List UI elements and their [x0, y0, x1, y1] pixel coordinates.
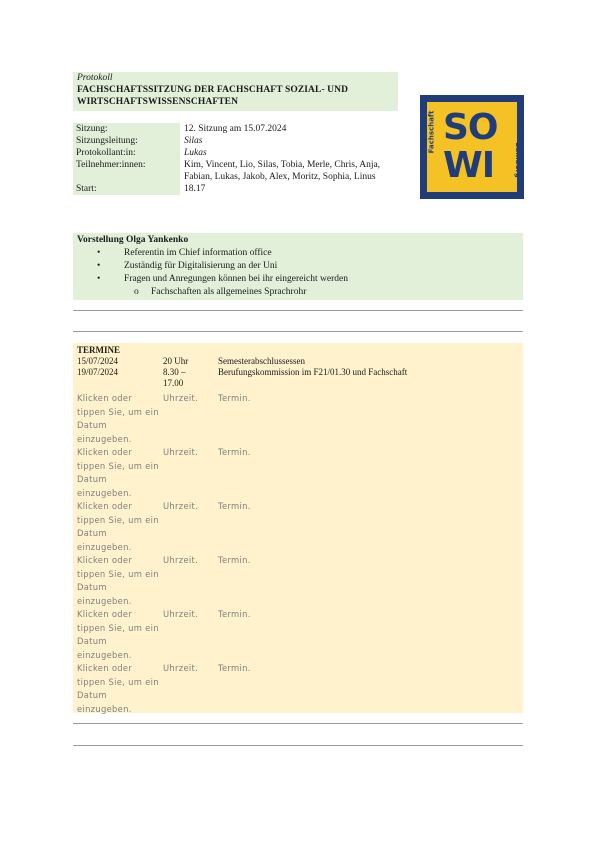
logo-letters-top: SO: [443, 107, 498, 148]
time-placeholder[interactable]: Uhrzeit.: [163, 393, 199, 403]
divider: [73, 331, 523, 332]
list-item: • Fragen und Anregungen können bei ihr eingereicht werden: [77, 273, 519, 286]
bullet-list: [77, 247, 519, 299]
meta-key: Teilnehmer:innen:: [73, 159, 180, 183]
list-item: • Referentin im Chief information office: [77, 247, 519, 260]
termin-row: [77, 367, 519, 389]
termine-title: TERMINE: [77, 345, 121, 355]
meeting-meta-table: [73, 123, 398, 195]
logo-side-left: Fachschaft: [427, 110, 436, 154]
meta-key: Protokollant:in:: [73, 147, 180, 159]
meta-value: 18.17: [184, 184, 206, 194]
time-placeholder[interactable]: Uhrzeit.: [163, 663, 199, 673]
protocol-label: Protokoll: [77, 73, 113, 83]
termin-time[interactable]: 20 Uhr: [163, 356, 189, 366]
placeholder-row: [77, 446, 519, 500]
section-olga: [73, 233, 523, 300]
placeholder-row: [77, 662, 519, 716]
placeholder-row: [77, 608, 519, 662]
event-placeholder[interactable]: Termin.: [218, 447, 251, 457]
termin-event[interactable]: Berufungskommission im F21/01.30 und Fachschaft: [218, 367, 408, 377]
meta-row-leitung: [73, 135, 398, 147]
meta-value: 12. Sitzung am 15.07.2024: [184, 124, 287, 134]
meta-row-start: [73, 183, 398, 195]
placeholder-row: [77, 500, 519, 554]
time-placeholder[interactable]: Uhrzeit.: [163, 501, 199, 511]
event-placeholder[interactable]: Termin.: [218, 663, 251, 673]
meta-value: Kim, Vincent, Lio, Silas, Tobia, Merle, Chris, Anja, Fabian, Lukas, Jakob, Alex, Moritz, Sophia, Linus: [184, 160, 381, 182]
protocol-title-line2: WIRTSCHAFTSWISSENSCHAFTEN: [77, 97, 239, 107]
meta-value: Lukas: [184, 148, 207, 158]
sowi-logo: [420, 95, 524, 199]
time-placeholder[interactable]: Uhrzeit.: [163, 609, 199, 619]
date-placeholder[interactable]: Klicken oder tippen Sie, um ein Datum einzugeben.: [77, 447, 159, 498]
logo-side-right: Bamberg: [513, 142, 522, 178]
termin-time[interactable]: 8.30 – 17.00: [163, 367, 186, 388]
divider: [73, 310, 523, 311]
time-placeholder[interactable]: Uhrzeit.: [163, 555, 199, 565]
meta-row-protokoll: [73, 147, 398, 159]
termin-event[interactable]: Semesterabschlussessen: [218, 356, 305, 366]
divider: [73, 745, 523, 746]
placeholder-row: [77, 554, 519, 608]
meta-key: Sitzungsleitung:: [73, 135, 180, 147]
event-placeholder[interactable]: Termin.: [218, 555, 251, 565]
meta-value: Silas: [184, 136, 203, 146]
divider: [73, 723, 523, 724]
date-placeholder[interactable]: Klicken oder tippen Sie, um ein Datum einzugeben.: [77, 393, 159, 444]
date-placeholder[interactable]: Klicken oder tippen Sie, um ein Datum einzugeben.: [77, 501, 159, 552]
logo-letters-bottom: WI: [443, 145, 495, 186]
section-heading: Vorstellung Olga Yankenko: [77, 235, 189, 245]
logo-background: [427, 102, 522, 192]
meta-row-teilnehmer: [73, 159, 398, 183]
date-placeholder[interactable]: Klicken oder tippen Sie, um ein Datum einzugeben.: [77, 609, 159, 660]
sub-list-item: o Fachschaften als allgemeines Sprachrohr: [77, 286, 519, 299]
date-placeholder[interactable]: Klicken oder tippen Sie, um ein Datum einzugeben.: [77, 555, 159, 606]
termin-row: [77, 356, 519, 367]
placeholder-row: [77, 392, 519, 446]
event-placeholder[interactable]: Termin.: [218, 501, 251, 511]
time-placeholder[interactable]: Uhrzeit.: [163, 447, 199, 457]
protocol-header: [73, 72, 398, 111]
date-placeholder[interactable]: Klicken oder tippen Sie, um ein Datum einzugeben.: [77, 663, 159, 714]
meta-key: Sitzung:: [73, 123, 180, 135]
list-item: • Zuständig für Digitalisierung an der Uni: [77, 260, 519, 273]
event-placeholder[interactable]: Termin.: [218, 609, 251, 619]
protocol-title-line1: FACHSCHAFTSSITZUNG DER FACHSCHAFT SOZIAL- UND: [77, 85, 349, 95]
termin-date[interactable]: 19/07/2024: [77, 367, 119, 377]
termin-date[interactable]: 15/07/2024: [77, 356, 119, 366]
event-placeholder[interactable]: Termin.: [218, 393, 251, 403]
meta-row-sitzung: [73, 123, 398, 135]
section-termine: [73, 343, 523, 713]
meta-key: Start:: [73, 183, 180, 195]
